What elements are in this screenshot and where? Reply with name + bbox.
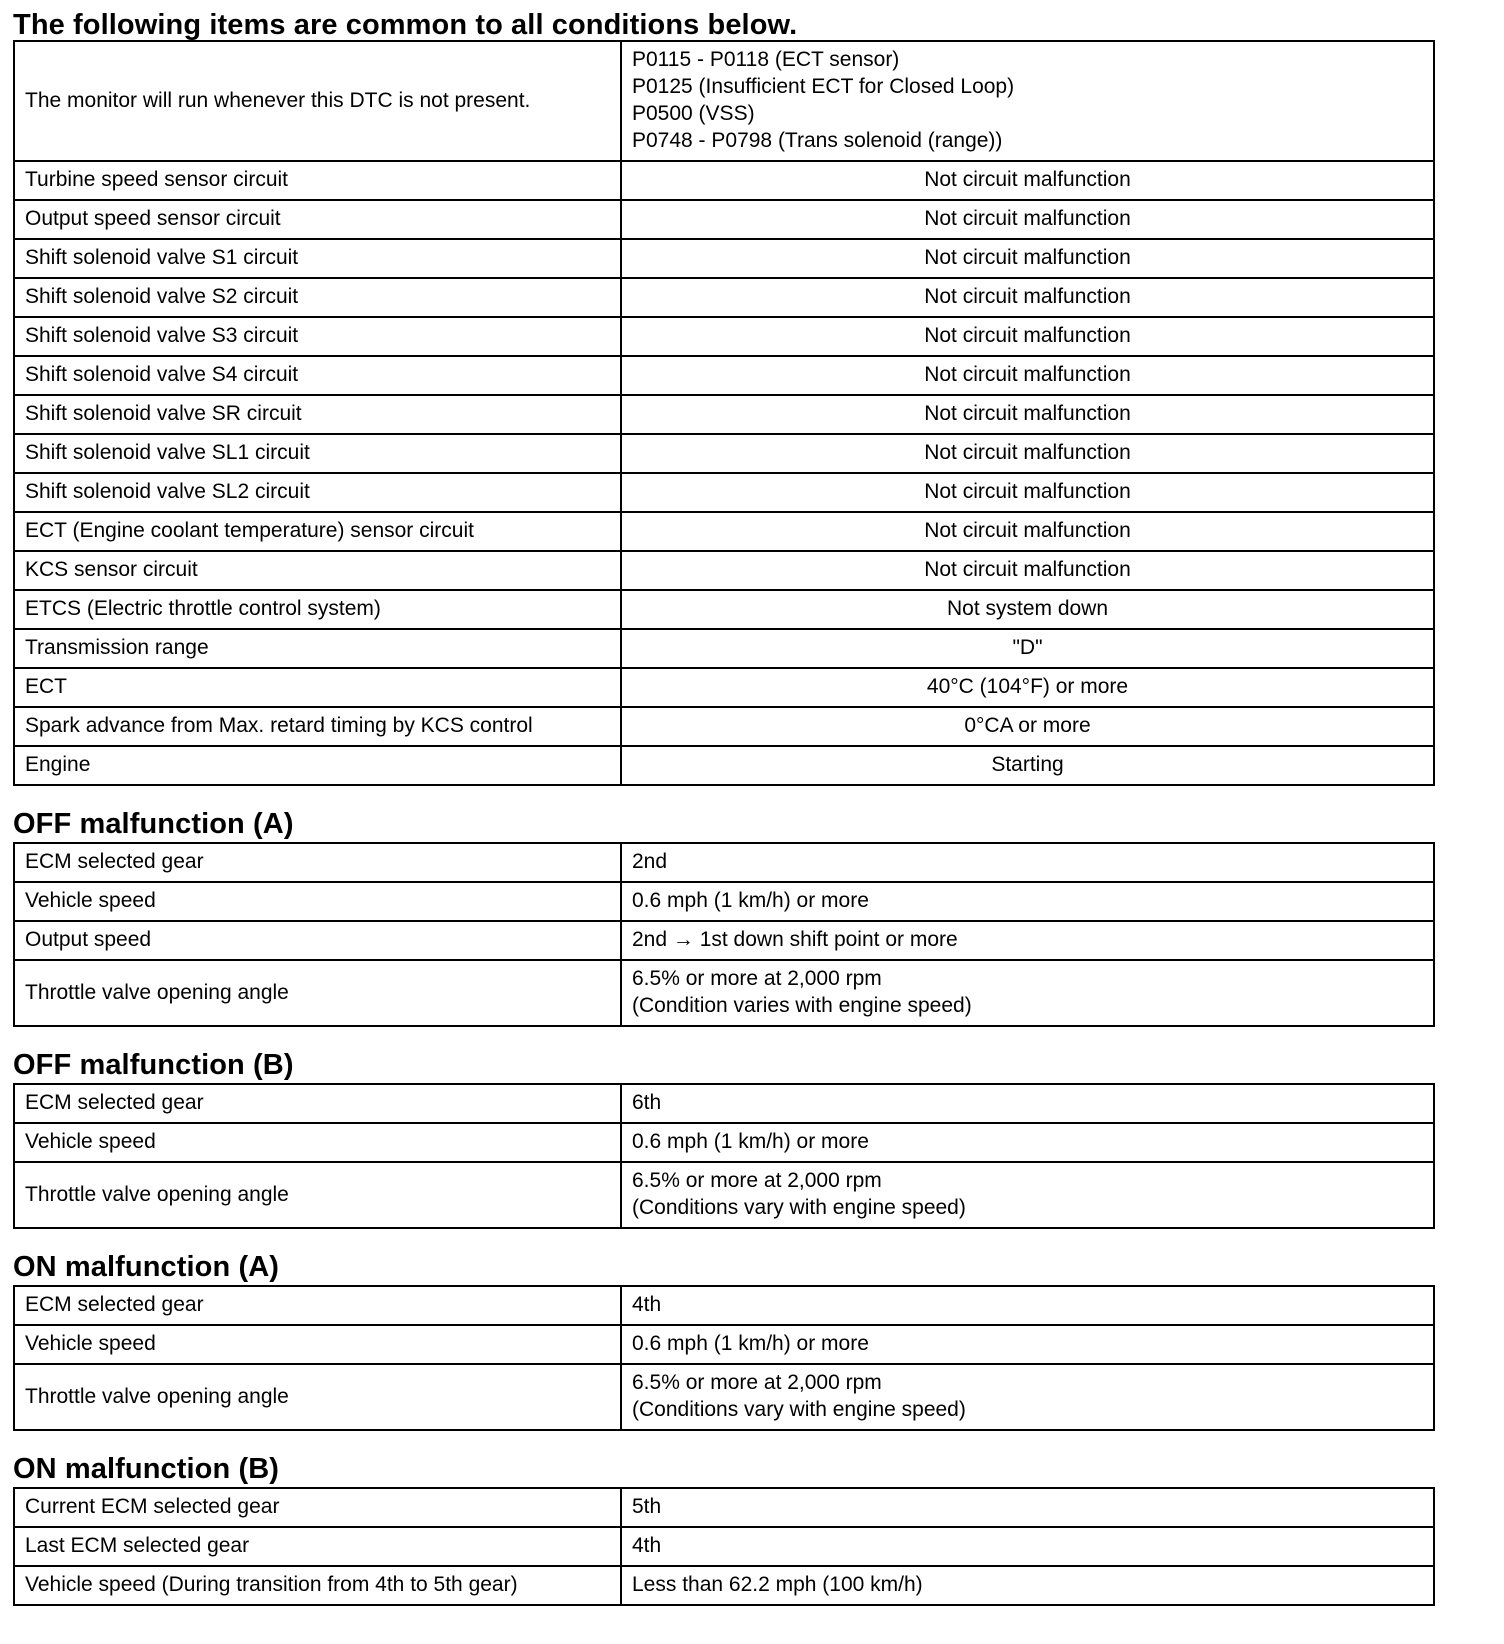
table-row bbox=[14, 1527, 1434, 1566]
table-row bbox=[14, 843, 1434, 882]
off-malfunction-a-title: OFF malfunction (A) bbox=[13, 808, 294, 840]
table-row bbox=[14, 1325, 1434, 1364]
condition-value: 0.6 mph (1 km/h) or more bbox=[621, 1123, 1434, 1162]
condition-label: ECT (Engine coolant temperature) sensor circuit bbox=[14, 512, 621, 551]
condition-value: Less than 62.2 mph (100 km/h) bbox=[621, 1566, 1434, 1605]
dtc-values-cell bbox=[621, 41, 1434, 161]
table-row bbox=[14, 434, 1434, 473]
on-malfunction-b-table bbox=[13, 1487, 1435, 1606]
condition-label: Last ECM selected gear bbox=[14, 1527, 621, 1566]
condition-label: Shift solenoid valve S4 circuit bbox=[14, 356, 621, 395]
condition-label: Shift solenoid valve SL2 circuit bbox=[14, 473, 621, 512]
condition-label: Throttle valve opening angle bbox=[14, 960, 621, 1026]
condition-label: Shift solenoid valve SL1 circuit bbox=[14, 434, 621, 473]
condition-label: Shift solenoid valve S1 circuit bbox=[14, 239, 621, 278]
on-malfunction-a-table bbox=[13, 1285, 1435, 1431]
condition-value: 4th bbox=[621, 1286, 1434, 1325]
condition-value: 0°CA or more bbox=[621, 707, 1434, 746]
condition-value: 6th bbox=[621, 1084, 1434, 1123]
table-row bbox=[14, 746, 1434, 785]
table-row bbox=[14, 395, 1434, 434]
condition-label: ECT bbox=[14, 668, 621, 707]
dtc-value-line: P0500 (VSS) bbox=[632, 102, 755, 125]
off-malfunction-a-table bbox=[13, 842, 1435, 1027]
table-row bbox=[14, 1488, 1434, 1527]
condition-label: Transmission range bbox=[14, 629, 621, 668]
table-row bbox=[14, 882, 1434, 921]
table-row bbox=[14, 707, 1434, 746]
condition-label: Vehicle speed (During transition from 4th to 5th gear) bbox=[14, 1566, 621, 1605]
value-line: (Conditions vary with engine speed) bbox=[632, 1398, 966, 1421]
condition-value bbox=[621, 1162, 1434, 1228]
dtc-value-line: P0115 - P0118 (ECT sensor) bbox=[632, 48, 900, 71]
condition-label: Shift solenoid valve S2 circuit bbox=[14, 278, 621, 317]
condition-label: Shift solenoid valve SR circuit bbox=[14, 395, 621, 434]
table-row bbox=[14, 668, 1434, 707]
condition-value: Not circuit malfunction bbox=[621, 551, 1434, 590]
table-row bbox=[14, 161, 1434, 200]
table-row bbox=[14, 1123, 1434, 1162]
condition-value: Not circuit malfunction bbox=[621, 512, 1434, 551]
condition-label: ETCS (Electric throttle control system) bbox=[14, 590, 621, 629]
on-malfunction-b-title: ON malfunction (B) bbox=[13, 1453, 280, 1485]
on-malfunction-a-title: ON malfunction (A) bbox=[13, 1251, 280, 1283]
condition-label: Vehicle speed bbox=[14, 1325, 621, 1364]
condition-label: Output speed bbox=[14, 921, 621, 960]
dtc-value-line: P0125 (Insufficient ECT for Closed Loop) bbox=[632, 75, 1015, 98]
table-row bbox=[14, 278, 1434, 317]
condition-value: Not circuit malfunction bbox=[621, 317, 1434, 356]
condition-value: Not circuit malfunction bbox=[621, 239, 1434, 278]
condition-label: ECM selected gear bbox=[14, 1084, 621, 1123]
condition-value: Not circuit malfunction bbox=[621, 200, 1434, 239]
condition-value: Not system down bbox=[621, 590, 1434, 629]
condition-label: Vehicle speed bbox=[14, 882, 621, 921]
condition-value: 2nd bbox=[621, 843, 1434, 882]
condition-label: Throttle valve opening angle bbox=[14, 1364, 621, 1430]
table-row bbox=[14, 317, 1434, 356]
condition-value: 40°C (104°F) or more bbox=[621, 668, 1434, 707]
table-row bbox=[14, 473, 1434, 512]
condition-label: KCS sensor circuit bbox=[14, 551, 621, 590]
condition-label: Throttle valve opening angle bbox=[14, 1162, 621, 1228]
condition-label: Shift solenoid valve S3 circuit bbox=[14, 317, 621, 356]
condition-label: Output speed sensor circuit bbox=[14, 200, 621, 239]
value-line: 6.5% or more at 2,000 rpm bbox=[632, 1371, 882, 1394]
condition-label: Current ECM selected gear bbox=[14, 1488, 621, 1527]
table-row bbox=[14, 356, 1434, 395]
condition-value: Not circuit malfunction bbox=[621, 434, 1434, 473]
condition-value: Not circuit malfunction bbox=[621, 356, 1434, 395]
value-line: (Condition varies with engine speed) bbox=[632, 994, 972, 1017]
table-row bbox=[14, 551, 1434, 590]
condition-value: Not circuit malfunction bbox=[621, 395, 1434, 434]
table-row bbox=[14, 512, 1434, 551]
value-line: 6.5% or more at 2,000 rpm bbox=[632, 1169, 882, 1192]
condition-label: Engine bbox=[14, 746, 621, 785]
condition-label: Turbine speed sensor circuit bbox=[14, 161, 621, 200]
condition-value: Not circuit malfunction bbox=[621, 161, 1434, 200]
condition-label: Vehicle speed bbox=[14, 1123, 621, 1162]
dtc-value-line: P0748 - P0798 (Trans solenoid (range)) bbox=[632, 129, 1003, 152]
condition-value: Not circuit malfunction bbox=[621, 473, 1434, 512]
condition-value bbox=[621, 960, 1434, 1026]
condition-value: 5th bbox=[621, 1488, 1434, 1527]
table-row bbox=[14, 239, 1434, 278]
condition-value: 2nd → 1st down shift point or more bbox=[621, 921, 1434, 960]
value-line: 6.5% or more at 2,000 rpm bbox=[632, 967, 882, 990]
off-malfunction-b-table bbox=[13, 1083, 1435, 1229]
condition-value: 0.6 mph (1 km/h) or more bbox=[621, 882, 1434, 921]
condition-label: ECM selected gear bbox=[14, 1286, 621, 1325]
condition-label: Spark advance from Max. retard timing by KCS control bbox=[14, 707, 621, 746]
table-row bbox=[14, 1162, 1434, 1228]
condition-value: "D" bbox=[621, 629, 1434, 668]
condition-value bbox=[621, 1364, 1434, 1430]
table-row bbox=[14, 590, 1434, 629]
condition-value: Not circuit malfunction bbox=[621, 278, 1434, 317]
table-row bbox=[14, 41, 1434, 161]
value-line: (Conditions vary with engine speed) bbox=[632, 1196, 966, 1219]
common-conditions-title: The following items are common to all conditions below. bbox=[13, 9, 798, 41]
document-page bbox=[13, 0, 1433, 1606]
table-row bbox=[14, 200, 1434, 239]
table-row bbox=[14, 921, 1434, 960]
condition-value: 4th bbox=[621, 1527, 1434, 1566]
condition-value: Starting bbox=[621, 746, 1434, 785]
table-row bbox=[14, 1364, 1434, 1430]
table-row bbox=[14, 960, 1434, 1026]
condition-label: ECM selected gear bbox=[14, 843, 621, 882]
off-malfunction-b-title: OFF malfunction (B) bbox=[13, 1049, 294, 1081]
table-row bbox=[14, 1286, 1434, 1325]
table-row bbox=[14, 629, 1434, 668]
common-conditions-table bbox=[13, 40, 1435, 786]
table-row bbox=[14, 1566, 1434, 1605]
condition-value: 0.6 mph (1 km/h) or more bbox=[621, 1325, 1434, 1364]
table-row bbox=[14, 1084, 1434, 1123]
dtc-label-cell: The monitor will run whenever this DTC is not present. bbox=[14, 41, 621, 161]
